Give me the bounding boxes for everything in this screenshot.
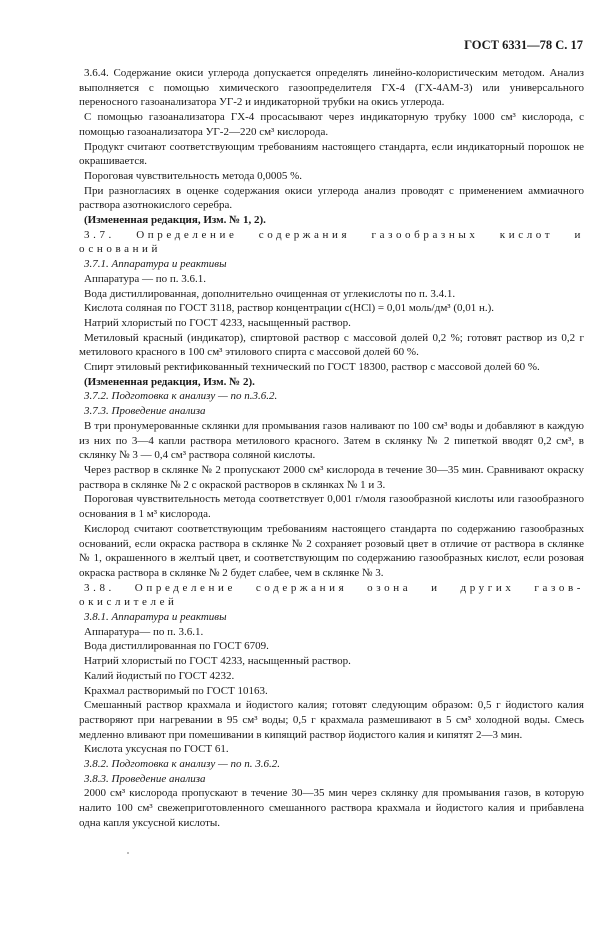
paragraph: Через раствор в склянке № 2 пропускают 2000 см³ кислорода в течение 30—35 мин. Сравнивают окраску раствора в склянке № 2 с окраской растворов в склянках № 1 и 3. [79, 463, 584, 491]
document-body [79, 66, 584, 831]
subsection-heading: 3.8.2. Подготовка к анализу — по п. 3.6.2. [84, 758, 281, 771]
section-heading: 3.7. Определение содержания газообразных кислот и оснований [79, 228, 584, 256]
paragraph: Натрий хлористый по ГОСТ 4233, насыщенный раствор. [84, 655, 351, 668]
subsection-heading: 3.8.1. Аппаратура и реактивы [84, 611, 227, 624]
paragraph: 2000 см³ кислорода пропускают в течение 30—35 мин через склянку для промывания газов, в которую налито 100 см³ свежеприготовленного смешанного раствора крахмала и йодистого калия и прибавлена одна капля уксусной кислоты. [79, 787, 584, 829]
paragraph: В три пронумерованные склянки для промывания газов наливают по 100 см³ воды и добавляют в каждую из них по 3—4 капли раствора метилового красного. Затем в склянку № 2 пипеткой вводят 0,2 см³, в склянку № 3 — 0,4 см³ раствора соляной кислоты. [79, 419, 584, 462]
paragraph: При разногласиях в оценке содержания окиси углерода анализ проводят с применением аммиачного раствора азотнокислого серебра. [79, 184, 584, 212]
paragraph: Вода дистиллированная по ГОСТ 6709. [84, 640, 269, 653]
scan-speck [127, 852, 129, 854]
paragraph: С помощью газоанализатора ГХ-4 просасывают через индикаторную трубку 1000 см³ кислорода, с помощью газоанализатора УГ-2—220 см³ кислорода. [79, 111, 584, 138]
paragraph: 3.6.4. Содержание окиси углерода допускается определять линейно-колористическим методом. Анализ выполняется с помощью химического газоопределителя ГХ-4 (ГХ-4АМ-3) или универсального переносного газоанализатора УГ-2 и индикаторной трубки на окись углерода. [79, 67, 584, 109]
paragraph: Продукт считают соответствующим требованиям настоящего стандарта, если индикаторный порошок не окрашивается. [79, 140, 584, 168]
revision-note: (Измененная редакция, Изм. № 2). [84, 375, 255, 388]
subsection-heading: 3.7.1. Аппаратура и реактивы [84, 258, 227, 271]
paragraph: Метиловый красный (индикатор), спиртовой раствор с массовой долей 0,2 %; готовят раствор из 0,2 г метилового красного в 100 см³ этилового спирта с массовой долей 60 %. [79, 331, 584, 359]
paragraph: Кислота уксусная по ГОСТ 61. [84, 743, 229, 756]
paragraph: Спирт этиловый ректификованный технический по ГОСТ 18300, раствор с массовой долей 60 %. [84, 361, 540, 374]
paragraph: Вода дистиллированная, дополнительно очищенная от углекислоты по п. 3.4.1. [84, 287, 456, 300]
paragraph: Пороговая чувствительность метода 0,0005 %. [84, 169, 302, 182]
paragraph: Кислород считают соответствующим требованиям настоящего стандарта по содержанию газообразных оснований, если окраска раствора в склянке № 2 сохраняет розовый цвет в отличие от раствора в склянке № 1, окрашенного в желтый цвет, и соответствующим по содержанию газообразных кислот, если розовая окраска раствора в склянке № 2 будет слабее, чем в склянке № 3. [79, 522, 584, 579]
subsection-heading: 3.7.3. Проведение анализа [84, 405, 206, 418]
paragraph: Кислота соляная по ГОСТ 3118, раствор концентрации c(HCl) = 0,01 моль/дм³ (0,01 н.). [84, 302, 495, 315]
page-header: ГОСТ 6331—78 С. 17 [464, 38, 583, 52]
paragraph: Смешанный раствор крахмала и йодистого калия; готовят следующим образом: 0,5 г йодистого калия растворяют при нагревании в 95 см³ воды; 0,5 г крахмала размешивают в 5 см³ холодной воды. Смесь медленно вливают при помешивании в кипящий раствор йодистого калия и кипятят 2—3 мин. [79, 699, 584, 741]
paragraph: Крахмал растворимый по ГОСТ 10163. [84, 684, 268, 697]
subsection-heading: 3.8.3. Проведение анализа [84, 772, 206, 785]
paragraph: Натрий хлористый по ГОСТ 4233, насыщенный раствор. [84, 316, 351, 329]
subsection-heading: 3.7.2. Подготовка к анализу — по п.3.6.2. [84, 390, 278, 403]
paragraph: Пороговая чувствительность метода соответствует 0,001 г/моля газообразной кислоты или газообразного основания в 1 м³ кислорода. [79, 493, 584, 521]
paragraph: Аппаратура — по п. 3.6.1. [84, 272, 207, 285]
section-heading: 3.8. Определение содержания озона и других газов-окислителей [79, 581, 584, 609]
paragraph: Калий йодистый по ГОСТ 4232. [84, 669, 235, 682]
paragraph: Аппаратура— по п. 3.6.1. [84, 625, 204, 638]
revision-note: (Измененная редакция, Изм. № 1, 2). [84, 214, 266, 227]
